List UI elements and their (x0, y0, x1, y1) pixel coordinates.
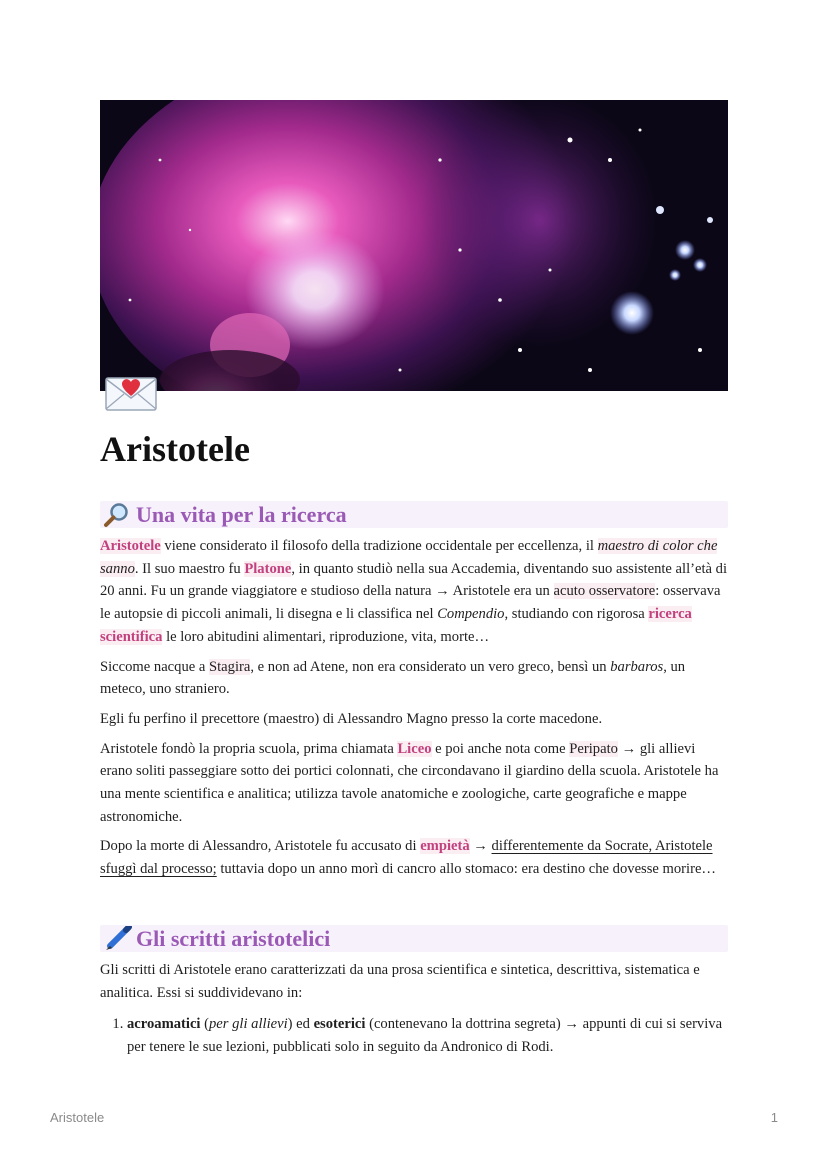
highlight-acuto-osservatore: acuto osservatore (553, 583, 656, 600)
section-body-scritti (100, 959, 728, 1059)
highlight-liceo: Liceo (397, 740, 432, 757)
numbered-list (100, 1013, 728, 1058)
cover-image (100, 100, 728, 391)
paragraph (100, 738, 728, 829)
text-run: , e non ad Atene, non era considerato un vero greco, bensì un (250, 658, 611, 675)
text-run: tuttavia dopo un anno morì di cancro allo stomaco: era destino che dovesse morire… (216, 861, 717, 878)
text-run: . Il suo maestro fu (134, 560, 245, 577)
text-run: , studiando con rigorosa (504, 606, 649, 623)
italic-compendio: Compendio (437, 606, 505, 623)
paragraph (100, 656, 728, 701)
highlight-platone: Platone (244, 560, 292, 577)
text-run: Dopo la morte di Alessandro, Aristotele fu accusato di (100, 838, 421, 855)
section-heading-label: Una vita per la ricerca (136, 501, 347, 527)
text-run: → gli allievi erano soliti passeggiare sotto dei portici colonnati, che circondavano il giardino della scuola. Aristotele ha una mente scientifica e analitica; utilizza tavole anatomiche e zoologiche, carte geografiche e mappe astronomiche. (100, 740, 719, 825)
love-letter-icon (104, 372, 158, 412)
italic-highlight: maestro di color che sanno (100, 538, 718, 577)
text-run: le loro abitudini alimentari, riproduzione, vita, morte… (162, 628, 490, 645)
section-heading-label: Gli scritti aristotelici (136, 925, 331, 951)
paragraph (100, 835, 728, 880)
page-title: Aristotele (100, 429, 250, 469)
text-run: (contenevano la dottrina segreta) → appunti di cui si serviva per tenere le sue lezioni, pubblicati solo in seguito da Andronico di Rodi. (127, 1016, 723, 1056)
section-body-vita (100, 535, 728, 888)
highlight-empieta: empietà (420, 838, 470, 855)
text-run: e poi anche nota come (431, 740, 570, 757)
paragraph: Gli scritti di Aristotele erano caratterizzati da una prosa scientifica e sintetica, descrittiva, sistematica e analitica. Essi si suddividevano in: (100, 962, 700, 1001)
bold-esoterici: esoterici (313, 1016, 366, 1033)
text-run: , un meteco, uno straniero. (100, 658, 686, 698)
paragraph (100, 708, 728, 731)
list-item (127, 1013, 728, 1058)
pen-icon (102, 926, 132, 952)
section-heading-scritti (100, 925, 728, 952)
text-run: → (469, 838, 492, 855)
text-run: ( (200, 1016, 209, 1033)
page-number: 1 (770, 1110, 778, 1125)
text-run: Egli fu perfino il precettore (maestro) di Alessandro Magno presso la corte macedone. (100, 710, 603, 727)
text-run: viene considerato il filosofo della tradizione occidentale per eccellenza, il (160, 538, 598, 554)
text-run: : osservava le autopsie di piccoli animali, li disegna e li classifica nel (100, 583, 721, 623)
underlined-text: differentemente da Socrate, Aristotele sfuggì dal processo; (100, 838, 713, 878)
text-run: Siccome nacque a (100, 658, 209, 675)
highlight-ricerca-scientifica: ricerca scientifica (100, 606, 692, 645)
paragraph (100, 535, 728, 649)
magnifier-icon (102, 502, 132, 528)
italic-barbaros: barbaros (610, 658, 664, 675)
text-run: ) ed (287, 1016, 314, 1033)
section-heading-vita (100, 501, 728, 528)
footer-title: Aristotele (50, 1110, 105, 1125)
bold-acroamatici: acroamatici (127, 1016, 201, 1033)
text-run: Aristotele fondò la propria scuola, prima chiamata (100, 740, 398, 757)
text-run: , in quanto studiò nella sua Accademia, diventando suo assistente all’età di 20 anni. Fu un grande viaggiatore e studioso della natura → Aristotele era un (100, 560, 728, 600)
highlight-aristotele: Aristotele (100, 538, 161, 554)
highlight-peripato: Peripato (569, 740, 618, 757)
italic-per-gli-allievi: per gli allievi (209, 1016, 288, 1033)
highlight-stagira: Stagira (209, 658, 251, 675)
